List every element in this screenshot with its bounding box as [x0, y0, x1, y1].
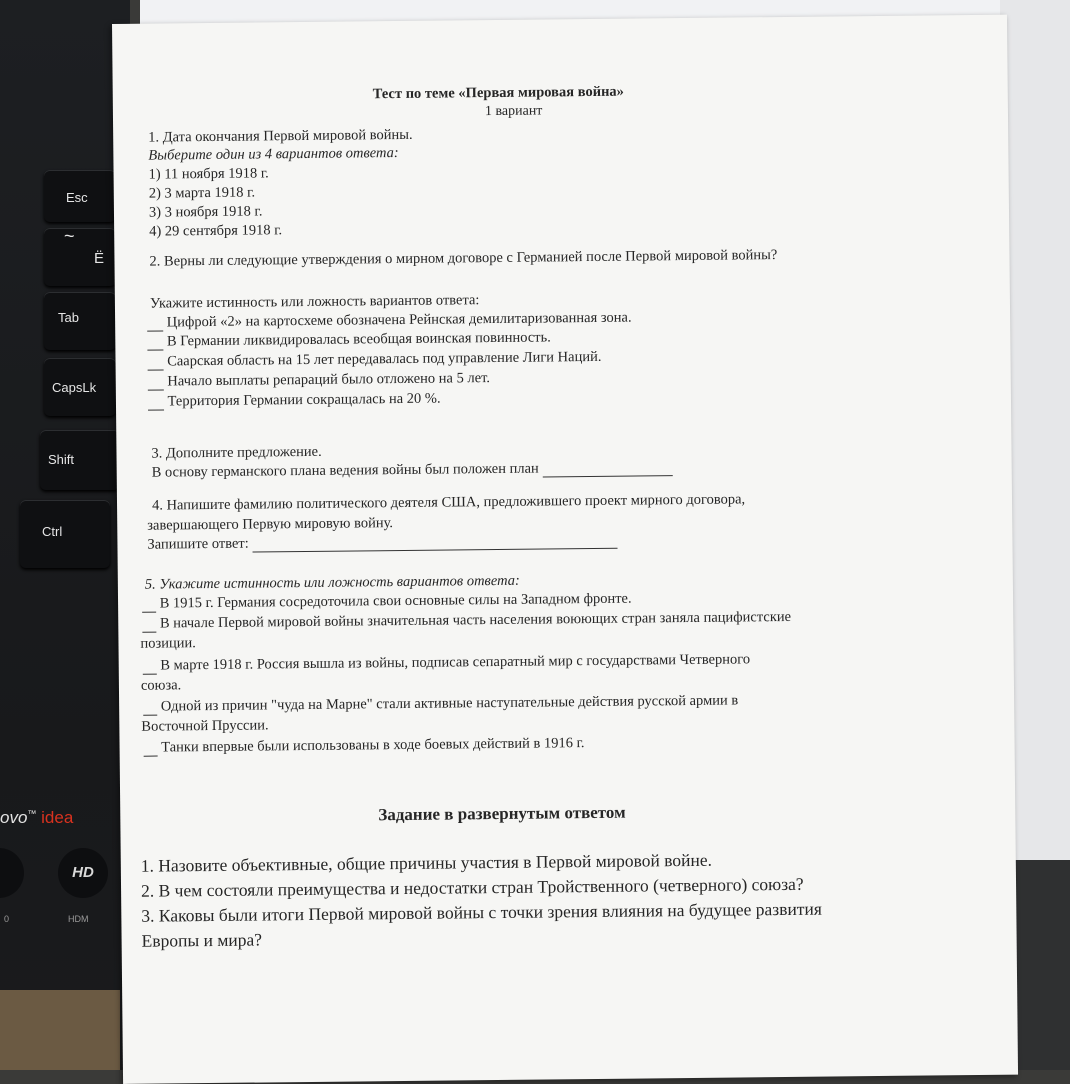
q3-answer-line [542, 475, 672, 477]
q5-statement-continued: Восточной Пруссии. [141, 717, 269, 735]
q3-title: 3. Дополните предложение. [151, 443, 322, 462]
small-key-label: 0 [4, 914, 10, 924]
q2-statement: В Германии ликвидировалась всеобщая воинская повинность. [147, 329, 551, 350]
tilde-key-label: ~ [64, 226, 75, 246]
q1-option: 2) 3 марта 1918 г. [148, 184, 256, 202]
section-question: 1. Назовите объективные, общие причины участия в Первой мировой войне. [140, 849, 713, 876]
laptop-brand-logo: ovo™ idea [0, 808, 74, 827]
shift-key [40, 430, 120, 490]
q5-statement: В начале Первой мировой войны значительная часть населения воюющих стран заняла пацифистские [142, 609, 791, 633]
q1-option: 3) 3 ноября 1918 г. [148, 203, 263, 221]
round-key-left [0, 848, 24, 898]
section-title: Задание в развернутым ответом [378, 802, 626, 825]
laptop-keyboard [0, 0, 130, 1070]
section-question: 2. В чем состояли преимущества и недостатки стран Тройственного (четверного) союза? [140, 873, 804, 901]
q5-statement-continued: союза. [140, 677, 182, 694]
esc-key-label: Esc [66, 190, 88, 205]
hdmi-label: HDM [68, 914, 89, 924]
q5-statement: В марте 1918 г. Россия вышла из войны, подписав сепаратный мир с государствами Четверного [143, 651, 751, 674]
test-title: Тест по теме «Первая мировая война» [372, 83, 624, 103]
hd-key: HD [58, 848, 108, 898]
q5-statement-continued: позиции. [140, 635, 196, 652]
tab-key-label: Tab [58, 310, 79, 325]
capslock-key-label: CapsLk [52, 380, 97, 395]
tilde-key [44, 228, 116, 286]
q2-statement: Территория Германии сокращалась на 20 %. [148, 391, 441, 411]
table-surface [0, 990, 120, 1070]
q1-option: 1) 11 ноября 1918 г. [148, 165, 269, 183]
q1-instruction: Выберите один из 4 вариантов ответа: [148, 145, 399, 164]
q2-instruction: Укажите истинность или ложность вариантов ответа: [149, 292, 480, 312]
variant-label: 1 вариант [484, 103, 543, 120]
q2-statement: Саарская область на 15 лет передавалась под управление Лиги Наций. [147, 349, 601, 371]
q4-title-continued: завершающего Первую мировую войну. [147, 515, 394, 534]
ctrl-key-label: Ctrl [42, 524, 63, 539]
capslock-key [44, 358, 116, 416]
q1-option: 4) 29 сентября 1918 г. [149, 222, 283, 240]
q4-title: 4. Напишите фамилию политического деятеля США, предложившего проект мирного договора, [151, 491, 746, 514]
ctrl-key [20, 500, 110, 568]
q2-title: 2. Верны ли следующие утверждения о мирном договоре с Германией после Первой мировой войны? [149, 247, 778, 270]
test-sheet [112, 15, 1018, 1084]
q5-statement: Одной из причин "чуда на Марне" стали активные наступательные действия русской армии в [143, 692, 738, 715]
yo-key-label: Ë [94, 250, 105, 267]
q5-title: 5. Укажите истинность или ложность вариантов ответа: [144, 572, 520, 593]
tab-key [44, 292, 116, 350]
q2-statement: Начало выплаты репараций было отложено на 5 лет. [148, 370, 490, 391]
q3-sentence: В основу германского плана ведения войны был положен план [152, 459, 673, 481]
q2-statement: Цифрой «2» на картосхеме обозначена Рейнская демилитаризованная зона. [147, 310, 632, 332]
shift-key-label: Shift [48, 452, 75, 467]
section-question-continued: Европы и мира? [141, 929, 263, 951]
q5-statement: Танки впервые были использованы в ходе боевых действий в 1916 г. [143, 735, 584, 757]
q1-title: 1. Дата окончания Первой мировой войны. [148, 126, 413, 146]
q4-answer-line [252, 548, 617, 553]
q5-statement: В 1915 г. Германия сосредоточила свои основные силы на Западном фронте. [142, 591, 632, 613]
q4-answer: Запишите ответ: [147, 532, 617, 554]
esc-key [44, 170, 116, 222]
section-question: 3. Каковы были итоги Первой мировой войны с точки зрения влияния на будущее развития [141, 898, 822, 926]
